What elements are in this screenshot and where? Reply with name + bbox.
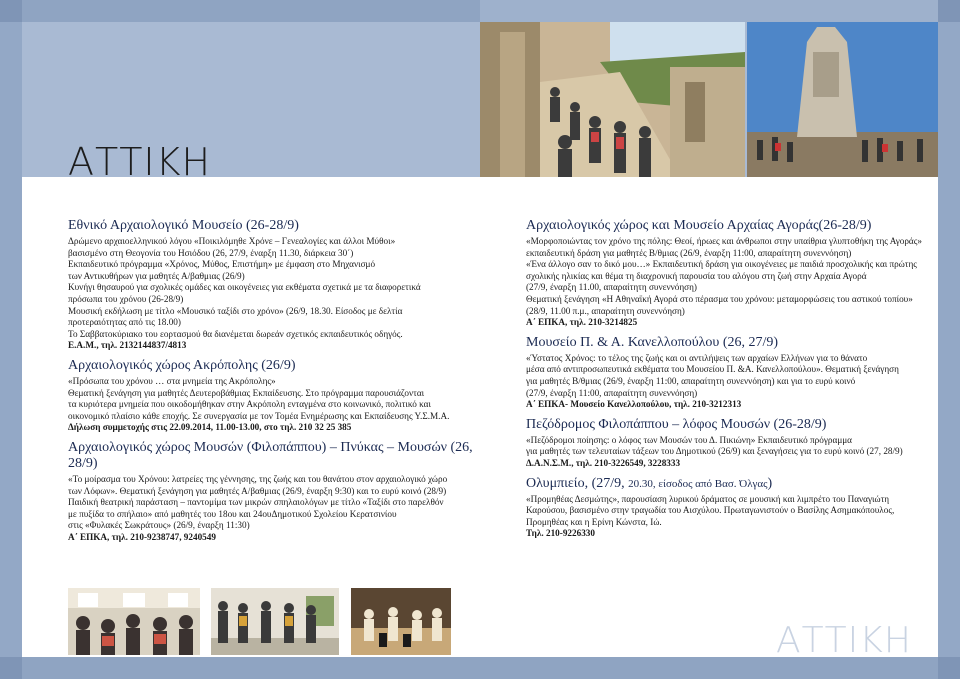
text-line: των Λόφων». Θεματική ξενάγηση για μαθητές Α/βαθμιας (26/9, έναρξη 9:30) και το ευρύ κοινό (28/9) xyxy=(68,485,447,496)
photo-philopappos-monument xyxy=(747,22,938,177)
photo-guided-tour xyxy=(211,588,339,655)
text-line: για μαθητές Β/θμιας (26/9, έναρξη 11:00, απαραίτητη συνεννόηση) και για το ευρύ κοινό xyxy=(526,375,856,386)
text-line: Μουσική εκδήλωση με τίτλο «Μουσικό ταξίδι στο χρόνο» (26/9, 18.30. Είσοδος με δελτία xyxy=(68,305,403,316)
section-kanellopoulos xyxy=(526,335,930,411)
text-line: πρόσωπα του χρόνου (26-28/9) xyxy=(68,293,184,304)
top-band xyxy=(0,0,960,22)
text-line: «Ένα άλλογο σαν το δικό μου…» Εκπαιδευτική δράση για οικογένειες με παιδιά προσχολικής και πρώτης xyxy=(526,259,917,270)
text-line: Θεματική ξενάγηση για μαθητές Δευτεροβάθμιας Εκπαίδευσης. Στο πρόγραμμα παρουσιάζονται xyxy=(68,387,425,398)
watermark-title: ΑΤΤΙΚΗ xyxy=(776,620,912,661)
text-line: μέσα από αντιπροσωπευτικά εκθέματα του Μουσείου Π. &Α. Κανελλοπούλου». Θεματική ξενάγηση xyxy=(526,364,899,375)
section-heading: Πεζόδρομος Φιλοπάππου – λόφος Μουσών (26-28/9) xyxy=(526,416,827,432)
section-heading: Εθνικό Αρχαιολογικό Μουσείο (26-28/9) xyxy=(68,218,299,233)
text-line: στις «Φυλακές Σωκράτους» (26/9, έναρξη 11:30) xyxy=(68,520,250,531)
heading-end: ) xyxy=(767,475,773,491)
text-line: «Πρόσωπα του χρόνου … στα μνημεία της Ακρόπολης» xyxy=(68,375,276,386)
text-line: Παιδική θεατρική παράσταση – παντομίμα των μικρών σπηλαιολόγων με τίτλο «Ταξίδι στο παρελθόν xyxy=(68,497,444,508)
left-strip xyxy=(0,22,22,657)
section-pedestrian-way xyxy=(526,417,930,470)
text-line: Καρούσου, βασισμένο στην τραγωδία του Αισχύλου. Πρωταγωνιστούν ο Βασίλης Ασημακόπουλος, xyxy=(526,505,895,516)
photo-museum-visitors xyxy=(68,588,200,655)
text-line: με πυξίδα το σπήλαιο» από μαθητές του 18ου και 24ουΔημοτικού Σχολείου Κερατσινίου xyxy=(68,508,397,519)
text-line: (27/9, έναρξη 11.00, απαραίτητη συνεννόηση) xyxy=(526,282,697,293)
text-line: Κυνήγι θησαυρού για σχολικές ομάδες και οικογένειες για εκθέματα σχετικά με τα διαφορετικά xyxy=(68,282,421,293)
heading-main: Ολυμπιείο, (27/9, xyxy=(526,475,629,491)
right-column xyxy=(526,218,930,546)
photo-acropolis-path xyxy=(480,22,745,177)
text-line: «Το μοίρασμα του Χρόνου: λατρείες της γέννησης, της ζωής και του θανάτου στον αρχαιολογικό χώρο xyxy=(68,473,448,484)
page-title: ΑΤΤΙΚΗ xyxy=(68,140,212,184)
text-line: Προμηθέας και η Ερίνη Κώνστα, Ιώ. xyxy=(526,516,662,527)
text-line: εκπαιδευτική δράση για μαθητές Β/θμιας (26/9, έναρξη 11:00, απαραίτητη συνεννόηση) xyxy=(526,247,852,258)
text-line: Δρώμενο αρχαιοελληνικού λόγου «Ποικιλόμηθε Χρόνε – Γενεαλογίες και άλλοι Μύθοι» xyxy=(68,236,396,246)
contact-line: Α΄ ΕΠΚΑ, τηλ. 210-9238747, 9240549 xyxy=(68,531,216,542)
section-heading: Αρχαιολογικός χώρος Ακρόπολης (26/9) xyxy=(68,357,296,373)
contact-line: Ε.Α.Μ., τηλ. 2132144837/4813 xyxy=(68,340,187,351)
section-philopappou xyxy=(68,440,480,544)
section-heading xyxy=(526,476,930,492)
left-column xyxy=(68,218,480,549)
text-line: «Πεζόδρομοι ποίησης: ο λόφος των Μουσών του Δ. Πικιώνη» Εκπαιδευτικό πρόγραμμα xyxy=(526,434,852,445)
text-line: «Ύστατος Χρόνος: το τέλος της ζωής και οι αντιλήψεις των αρχαίων Ελλήνων για το θάνατο xyxy=(526,352,868,363)
text-line: για μαθητές των τελευταίων τάξεων του Δημοτικού (26/9) και ξεναγήσεις για το ευρύ κοινό (27, 28/9) xyxy=(526,446,903,457)
contact-line: Τηλ. 210-9226330 xyxy=(526,528,595,539)
text-line: προτεραιότητας από τις 18.00) xyxy=(68,317,181,328)
contact-line: Α΄ ΕΠΚΑ- Μουσείο Κανελλοπούλου, τηλ. 210-3212313 xyxy=(526,399,742,410)
section-heading: Αρχαιολογικός χώρος και Μουσείο Αρχαίας Αγοράς(26-28/9) xyxy=(526,218,872,233)
contact-line: Δήλωση συμμετοχής στις 22.09.2014, 11.00-13.00, στο τηλ. 210 32 25 385 xyxy=(68,422,352,433)
section-ancient-agora xyxy=(526,218,930,329)
text-line: των Αντικυθήρων για μαθητές Α/βαθμιας (26/9) xyxy=(68,270,245,281)
text-line: σχολικής ηλικίας και θέμα τη διαχρονική παρουσία του αλόγου στη ζωή στην Αρχαία Αγορά xyxy=(526,270,867,281)
text-line: (27/9, έναρξη 11:00, απαραίτητη συνεννόηση) xyxy=(526,387,698,398)
section-heading: Αρχαιολογικός χώρος Μουσών (Φιλοπάππου) – Πνύκας – Μουσών (26, 28/9) xyxy=(68,439,473,471)
contact-line: Δ.Α.Ν.Σ.Μ., τηλ. 210-3226549, 3228333 xyxy=(526,457,681,468)
right-strip xyxy=(938,22,960,657)
section-olympieion xyxy=(526,476,930,540)
text-line: τα κυριότερα μνημεία που οικοδομήθηκαν στην Ακρόπολη ενταγμένα στο κοινωνικό, πολιτικό και xyxy=(68,399,431,410)
text-line: οικονομικό πλαίσιο κάθε εποχής. Σε συνεργασία με τον Τομέα Ενημέρωσης και Εκπαίδευσης Υ.Σ.Μ.Α. xyxy=(68,410,450,421)
text-line: Το Σαββατοκύριακο του εορτασμού θα διανέμεται δωρεάν σχετικός εκπαιδευτικός οδηγός. xyxy=(68,328,403,339)
heading-detail: 20.30, είσοδος από Βασ. Όλγας xyxy=(628,477,768,490)
section-acropolis xyxy=(68,358,480,434)
text-line: «Μορφοποιώντας τον χρόνο της πόλης: Θεοί, ήρωες και άνθρωποι στην υπαίθρια γλυπτοθήκη της Αγοράς» xyxy=(526,236,922,246)
photo-theatre-performance xyxy=(351,588,451,655)
text-line: (28/9, 11.00 π.μ., απαραίτητη συνεννόηση) xyxy=(526,305,685,316)
text-line: βασισμένο στη Θεογονία του Ησιόδου (26, 27/9, έναρξη 11.30, διάρκεια 30΄) xyxy=(68,247,354,258)
contact-line: Α΄ ΕΠΚΑ, τηλ. 210-3214825 xyxy=(526,317,638,328)
section-heading: Μουσείο Π. & Α. Κανελλοπούλου (26, 27/9) xyxy=(526,334,779,350)
section-national-museum xyxy=(68,218,480,352)
text-line: Εκπαιδευτικό πρόγραμμα «Χρόνος, Μύθος, Επιστήμη» με έμφαση στο Μηχανισμό xyxy=(68,259,376,270)
text-line: Θεματική ξενάγηση «Η Αθηναϊκή Αγορά στο πέρασμα του χρόνου: μεταμορφώσεις του αστικού τοπίου» xyxy=(526,293,913,304)
text-line: «Προμηθέας Δεσμώτης», παρουσίαση λυρικού δράματος σε μουσική και λιμπρέτο του Παναγιώτη xyxy=(526,493,890,504)
